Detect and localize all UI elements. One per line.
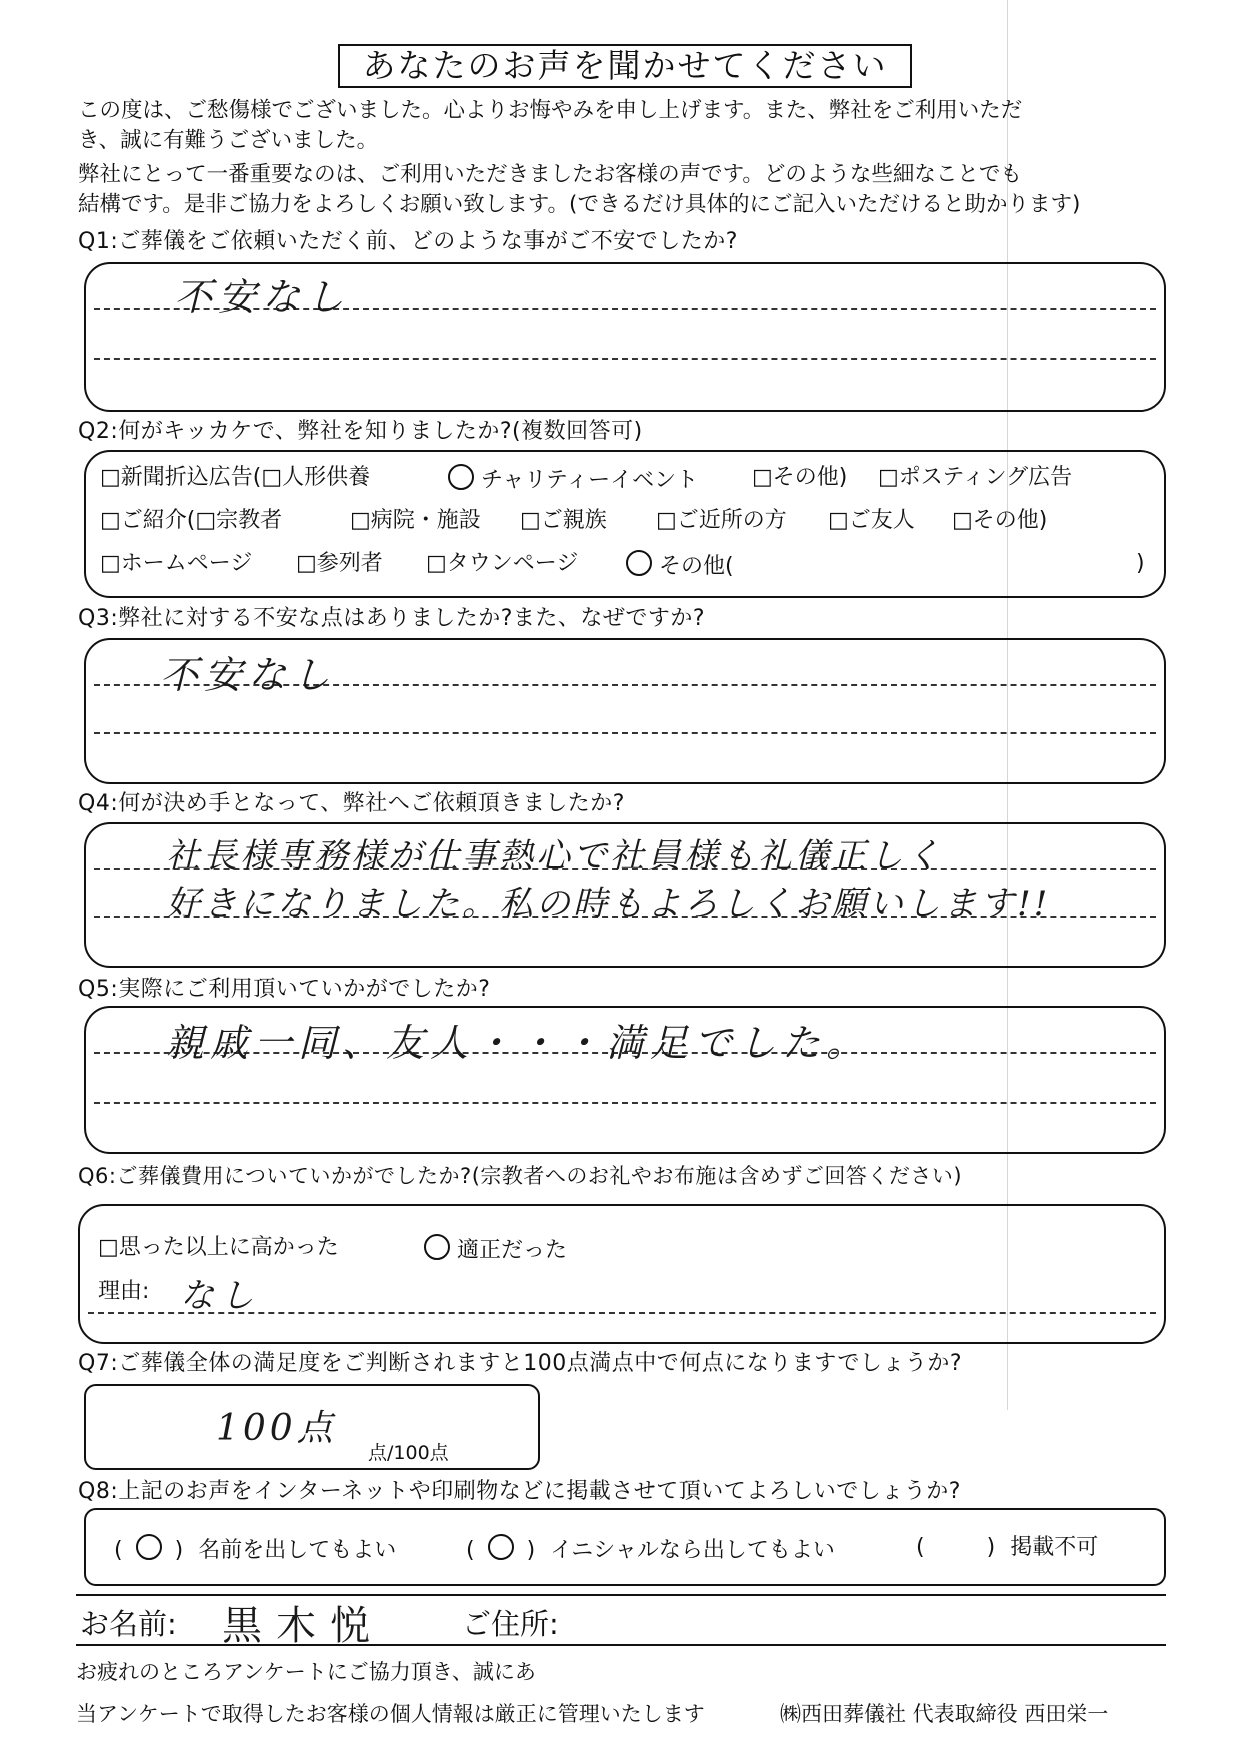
q5-label: Q5:実際にご利用頂いていかがでしたか? — [78, 977, 491, 1002]
q1-label: Q1:ご葬儀をご依頼いただく前、どのような事がご不安でしたか? — [78, 229, 738, 254]
q8-opt-name-close: ) — [174, 1538, 184, 1563]
q2-other-close-paren: ) — [1136, 551, 1145, 576]
q2-opt-other-3[interactable] — [626, 550, 734, 581]
q4-answer-line-2: 好きになりました。私の時もよろしくお願いします!! — [166, 884, 1051, 924]
q8-opt-decline-open: ( — [916, 1535, 925, 1560]
q1-answer: 不安なし — [174, 275, 351, 319]
q7-unit: 点/100点 — [368, 1442, 449, 1464]
q4-answer-line-1: 社長様専務様が仕事熱心で社員様も礼儀正しく — [166, 836, 943, 876]
q6-answer-box — [78, 1204, 1166, 1344]
q6-reason-label: 理由: — [98, 1279, 150, 1304]
name-value[interactable]: 黒木悦 — [222, 1603, 384, 1649]
q4-answer-box[interactable] — [84, 822, 1166, 968]
q2-opt-neighbors[interactable]: □ご近所の方 — [656, 508, 787, 533]
q8-opt-name[interactable] — [114, 1534, 396, 1565]
q2-opt-townpage[interactable]: □タウンページ — [426, 551, 579, 576]
intro-line-2: き、誠に有難うございました。 — [78, 128, 379, 153]
footer-thanks: お疲れのところアンケートにご協力頂き、誠にあ — [76, 1660, 536, 1684]
q7-label: Q7:ご葬儀全体の満足度をご判断されますと100点満点中で何点になりますでしょうか? — [78, 1351, 963, 1376]
q8-opt-decline[interactable] — [916, 1534, 1098, 1562]
q2-opt-attendee[interactable]: □参列者 — [296, 551, 383, 576]
q8-opt-initials[interactable] — [466, 1534, 835, 1565]
q7-answer: 100点 — [216, 1408, 337, 1449]
q6-opt-fair[interactable] — [424, 1234, 567, 1265]
q3-answer-box[interactable] — [84, 638, 1166, 784]
q2-opt-friends[interactable]: □ご友人 — [828, 508, 915, 533]
footer-privacy: 当アンケートで取得したお客様の個人情報は厳正に管理いたします — [76, 1702, 705, 1726]
q2-options-box — [84, 450, 1166, 598]
circle-mark-icon — [424, 1234, 450, 1260]
q2-opt-homepage[interactable]: □ホームページ — [100, 551, 253, 576]
q6-reason[interactable]: なし — [180, 1276, 260, 1316]
name-address-row — [76, 1594, 1166, 1649]
intro-line-4: 結構です。是非ご協力をよろしくお願い致します。(できるだけ具体的にご記入いただけると助かります) — [78, 192, 1081, 217]
circle-mark-icon — [488, 1534, 514, 1560]
q2-opt-hospital[interactable]: □病院・施設 — [350, 508, 481, 533]
q3-label: Q3:弊社に対する不安な点はありましたか?また、なぜですか? — [78, 606, 706, 631]
q2-opt-relatives[interactable]: □ご親族 — [520, 508, 607, 533]
intro-line-3: 弊社にとって一番重要なのは、ご利用いただきましたお客様の声です。どのような些細なことでも — [78, 162, 1022, 187]
q6-label: Q6:ご葬儀費用についていかがでしたか?(宗教者へのお礼やお布施は含めずご回答ください) — [78, 1164, 963, 1188]
q2-opt-other-2[interactable]: □その他) — [952, 508, 1048, 533]
name-label: お名前: — [80, 1607, 177, 1641]
q3-answer: 不安なし — [160, 653, 337, 697]
q6-opt-expensive[interactable]: □思った以上に高かった — [98, 1235, 339, 1260]
q8-opt-initials-open: ( — [466, 1538, 475, 1563]
q2-opt-charity-label: チャリティーイベント — [481, 468, 699, 493]
circle-mark-icon — [626, 550, 652, 576]
q4-label: Q4:何が決め手となって、弊社へご依頼頂きましたか? — [78, 791, 625, 816]
page-title: あなたのお声を聞かせてください — [338, 44, 912, 88]
q2-opt-other-3-label: その他( — [659, 554, 734, 579]
q2-label: Q2:何がキッカケで、弊社を知りましたか?(複数回答可) — [78, 419, 643, 444]
q2-opt-newspaper[interactable]: □新聞折込広告(□人形供養 — [100, 465, 371, 490]
q8-opt-name-label: 名前を出してもよい — [198, 1538, 397, 1563]
q2-opt-other-1[interactable]: □その他) — [752, 465, 848, 490]
q1-answer-box[interactable] — [84, 262, 1166, 412]
q6-opt-fair-label: 適正だった — [457, 1238, 568, 1263]
footer-company: ㈱西田葬儀社 代表取締役 西田栄一 — [780, 1702, 1109, 1726]
q8-opt-initials-close: ) — [526, 1538, 536, 1563]
q2-opt-charity[interactable] — [448, 464, 698, 495]
q2-opt-posting[interactable]: □ポスティング広告 — [878, 465, 1073, 490]
circle-mark-icon — [136, 1534, 162, 1560]
q8-opt-decline-close: ) — [986, 1535, 996, 1560]
q5-answer: 親戚一同、友人・・・満足でした。 — [166, 1021, 871, 1065]
intro-line-1: この度は、ご愁傷様でございました。心よりお悔やみを申し上げます。また、弊社をご利用いただ — [78, 98, 1023, 123]
q7-answer-box[interactable] — [84, 1384, 540, 1470]
q8-opt-initials-label: イニシャルなら出してもよい — [550, 1538, 835, 1563]
q8-label: Q8:上記のお声をインターネットや印刷物などに掲載させて頂いてよろしいでしょうか? — [78, 1479, 961, 1504]
q8-opt-name-open: ( — [114, 1538, 123, 1563]
address-label: ご住所: — [462, 1607, 559, 1641]
q8-opt-decline-label: 掲載不可 — [1010, 1535, 1099, 1560]
q8-answer-box — [84, 1508, 1166, 1586]
q5-answer-box[interactable] — [84, 1006, 1166, 1154]
q2-opt-introduction[interactable]: □ご紹介(□宗教者 — [100, 508, 283, 533]
circle-mark-icon — [448, 464, 474, 490]
